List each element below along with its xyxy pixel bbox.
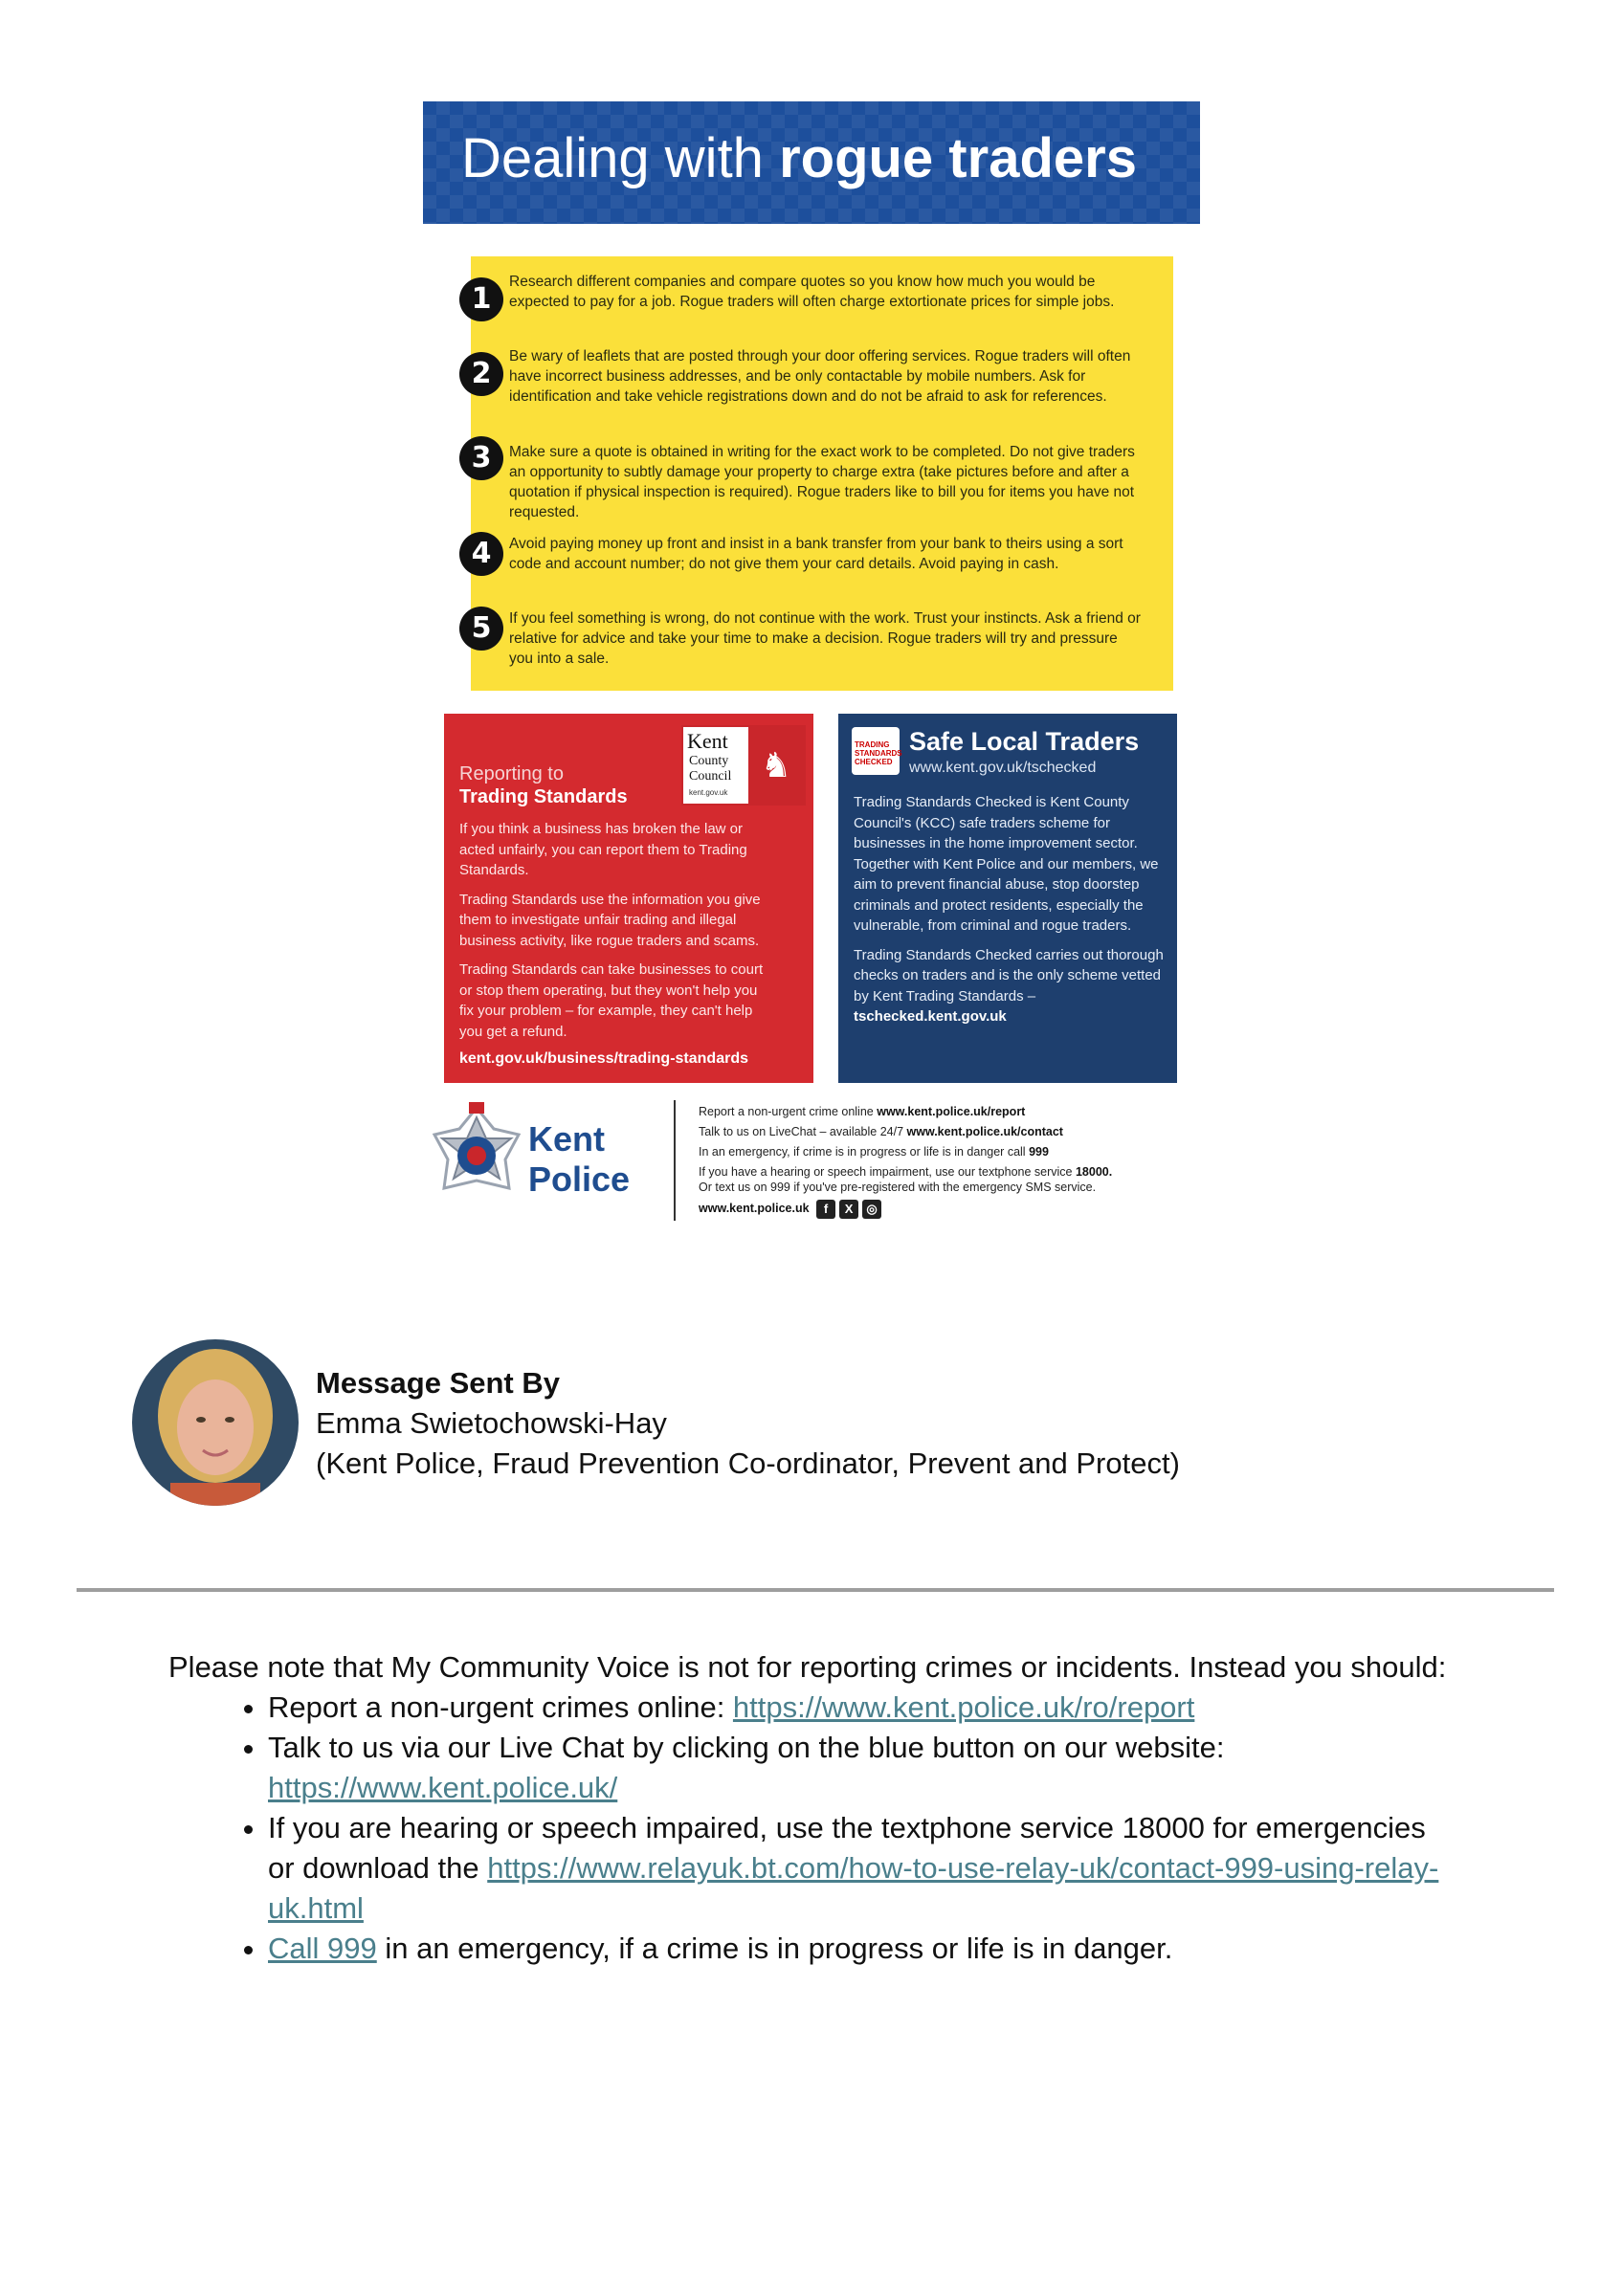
kent-police-website-link[interactable]: https://www.kent.police.uk/ bbox=[268, 1771, 618, 1804]
kent-county-council-logo bbox=[681, 725, 806, 806]
kent-police-footer bbox=[421, 1094, 1204, 1228]
footer-line-text: In an emergency, if crime is in progress or life is in danger call bbox=[699, 1145, 1030, 1159]
safe-local-traders-url[interactable]: www.kent.gov.uk/tschecked bbox=[909, 760, 1097, 776]
footer-line: Or text us on 999 if you've pre-registered with the emergency SMS service. bbox=[699, 1181, 1097, 1194]
call-999-link[interactable]: Call 999 bbox=[268, 1932, 377, 1965]
red-card-paragraph: Trading Standards use the information you give them to investigate unfair trading and illegal business activity, like rogue traders and scams. bbox=[459, 891, 761, 949]
red-card-paragraph: If you think a business has broken the law or acted unfairly, you can report them to Trading Standards. bbox=[459, 821, 747, 878]
tip-number: 3 bbox=[459, 436, 503, 480]
list-item-text: Report a non-urgent crimes online: bbox=[268, 1690, 733, 1724]
tip-text: Avoid paying money up front and insist in a bank transfer from your bank to theirs using a sort code and account number; do not give them your card details. Avoid paying in cash. bbox=[509, 536, 1123, 572]
footer-line bbox=[699, 1102, 1206, 1122]
tip-number: 2 bbox=[459, 352, 503, 396]
section-divider bbox=[77, 1588, 1554, 1592]
tip-item bbox=[471, 608, 1141, 669]
avatar bbox=[132, 1339, 299, 1506]
sender-photo bbox=[132, 1339, 299, 1506]
blue-card-paragraph bbox=[854, 945, 1166, 1027]
note-intro: Please note that My Community Voice is not for reporting crimes or incidents. Instead you should: bbox=[168, 1650, 1447, 1684]
blue-card-paragraph-text: Trading Standards Checked carries out thorough checks on traders and is the only scheme vetted by Kent Trading Standards – bbox=[854, 946, 1164, 1004]
footer-report-url[interactable]: www.kent.police.uk/report bbox=[877, 1105, 1026, 1118]
footer-line-text: If you have a hearing or speech impairment, use our textphone service bbox=[699, 1165, 1076, 1179]
list-item bbox=[268, 1688, 1451, 1728]
tips-panel bbox=[471, 256, 1173, 691]
reporting-note bbox=[168, 1647, 1451, 1969]
list-item bbox=[268, 1808, 1451, 1929]
sender-name: Emma Swietochowski-Hay bbox=[316, 1406, 667, 1440]
safe-local-traders-card bbox=[838, 714, 1177, 1083]
footer-emergency-number: 999 bbox=[1029, 1145, 1049, 1159]
poster-title bbox=[461, 126, 1137, 190]
rogue-traders-poster bbox=[421, 99, 1204, 1228]
kcc-logo-kent: Kent bbox=[687, 729, 728, 753]
tip-text: If you feel something is wrong, do not continue with the work. Trust your instincts. Ask a friend or relative for advice and take your time to make a decision. Rogue traders will try and pressure you into a sale. bbox=[509, 610, 1141, 667]
trading-standards-checked-logo bbox=[852, 727, 900, 775]
footer-textphone-number: 18000. bbox=[1075, 1165, 1113, 1179]
footer-line-text: Report a non-urgent crime online bbox=[699, 1105, 878, 1118]
footer-line bbox=[699, 1142, 1206, 1162]
footer-divider bbox=[674, 1100, 676, 1221]
kent-police-brand-1: Kent bbox=[528, 1119, 605, 1159]
footer-site-url[interactable]: www.kent.police.uk bbox=[699, 1202, 810, 1215]
safe-local-traders-title: Safe Local Traders bbox=[909, 727, 1140, 756]
tip-number: 1 bbox=[459, 277, 503, 321]
trading-standards-url[interactable]: kent.gov.uk/business/trading-standards bbox=[459, 1050, 748, 1067]
blue-card-body bbox=[854, 792, 1166, 1036]
tip-text: Be wary of leaflets that are posted through your door offering services. Rogue traders will often have incorrect business addresses, and be only contactable by mobile numbers. Ask for identification and take vehicle registrations down and do not be afraid to ask for references. bbox=[509, 348, 1131, 405]
tip-number: 5 bbox=[459, 607, 503, 651]
red-card-heading-1: Reporting to bbox=[459, 763, 564, 784]
blue-card-paragraph: Trading Standards Checked is Kent County Council's (KCC) safe traders scheme for businesses in the home improvement sector. Together with Kent Police and our members, we aim to prevent financial abuse, stop doorstep criminals and protect residents, especially the vulnerable, from criminal and rogue traders. bbox=[854, 794, 1159, 934]
footer-line bbox=[699, 1122, 1206, 1142]
message-sent-by-label: Message Sent By bbox=[316, 1366, 560, 1400]
list-item-text: If you are hearing or speech impaired, use the textphone service 18000 for emergencies or download the bbox=[268, 1811, 1426, 1885]
kcc-logo-url: kent.gov.uk bbox=[689, 788, 728, 797]
poster-title-bold: rogue traders bbox=[779, 127, 1137, 189]
report-online-link[interactable]: https://www.kent.police.uk/ro/report bbox=[732, 1690, 1195, 1724]
instagram-icon[interactable]: ◎ bbox=[862, 1200, 881, 1219]
kent-police-brand-2: Police bbox=[528, 1159, 631, 1199]
white-horse-icon: ♞ bbox=[748, 727, 804, 804]
footer-contact-url[interactable]: www.kent.police.uk/contact bbox=[906, 1125, 1063, 1138]
tschecked-url[interactable]: tschecked.kent.gov.uk bbox=[854, 1008, 1007, 1025]
poster-title-light: Dealing with bbox=[461, 127, 764, 189]
footer-line bbox=[699, 1164, 1206, 1180]
list-item bbox=[268, 1929, 1451, 1969]
kent-police-crest-icon bbox=[427, 1100, 526, 1215]
tip-text: Research different companies and compare quotes so you know how much you would be expected to pay for a job. Rogue traders will often charge extortionate prices for simple jobs. bbox=[509, 274, 1115, 310]
kcc-logo-council: County Council bbox=[689, 754, 732, 784]
red-card-heading-2: Trading Standards bbox=[459, 786, 628, 807]
tip-item bbox=[471, 441, 1141, 522]
x-icon[interactable]: X bbox=[839, 1200, 858, 1219]
footer-social-row bbox=[699, 1199, 1206, 1219]
red-card-paragraph: Trading Standards can take businesses to court or stop them operating, but they won't help you fix your problem – for example, they can't help you get a refund. bbox=[459, 961, 764, 1040]
note-list bbox=[168, 1688, 1451, 1969]
tip-item bbox=[471, 272, 1141, 316]
red-card-body bbox=[459, 819, 775, 1050]
list-item-text: Talk to us via our Live Chat by clicking on the blue button on our website: bbox=[268, 1731, 1225, 1764]
tip-number: 4 bbox=[459, 532, 503, 576]
poster-banner bbox=[423, 101, 1200, 224]
relay-uk-link[interactable]: https://www.relayuk.bt.com/how-to-use-relay-uk/contact-999-using-relay-uk.html bbox=[268, 1851, 1439, 1925]
tip-item bbox=[471, 534, 1141, 574]
footer-contact-lines bbox=[699, 1102, 1206, 1219]
trading-standards-card bbox=[444, 714, 813, 1083]
tsc-logo-text: TRADING STANDARDS CHECKED bbox=[855, 740, 902, 766]
sender-role: (Kent Police, Fraud Prevention Co-ordinator, Prevent and Protect) bbox=[316, 1446, 1180, 1480]
list-item bbox=[268, 1728, 1451, 1808]
facebook-icon[interactable]: f bbox=[816, 1200, 835, 1219]
kent-police-wordmark bbox=[528, 1119, 630, 1200]
footer-line-text: Talk to us on LiveChat – available 24/7 bbox=[699, 1125, 907, 1138]
tip-text: Make sure a quote is obtained in writing for the exact work to be completed. Do not give traders an opportunity to subtly damage your property to charge extra (take pictures before and after a quotation if physical inspection is required). Rogue traders like to bill you for items you have not requested. bbox=[509, 444, 1135, 520]
list-item-text: in an emergency, if a crime is in progress or life is in danger. bbox=[376, 1932, 1173, 1965]
tip-item bbox=[471, 346, 1141, 407]
